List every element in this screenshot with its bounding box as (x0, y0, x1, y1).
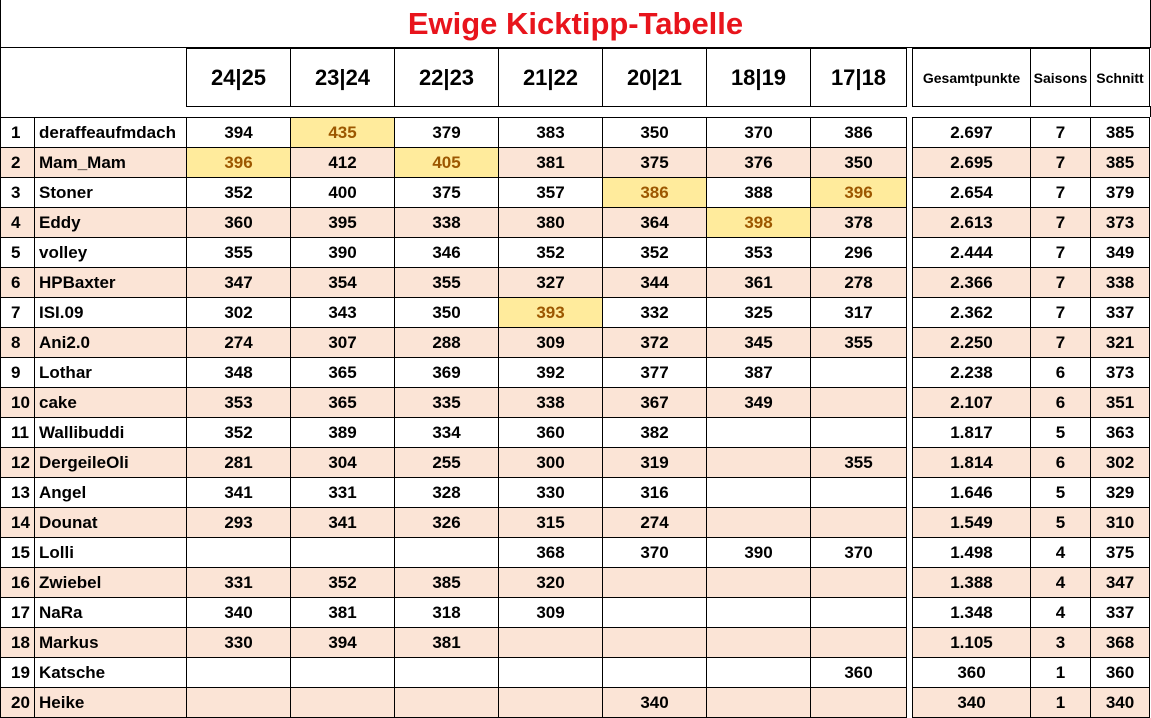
table-row (913, 658, 1150, 688)
total-points-header: Gesamtpunkte (913, 49, 1031, 107)
average-cell[interactable]: 347 (1091, 568, 1150, 598)
total-points-cell[interactable]: 1.498 (913, 538, 1031, 568)
score-cell[interactable]: 327 (499, 268, 603, 298)
score-cell[interactable]: 412 (291, 148, 395, 178)
score-cell[interactable]: 381 (291, 598, 395, 628)
totals-header-table (912, 48, 1150, 107)
seasons-count-cell[interactable]: 1 (1031, 688, 1091, 718)
seasons-count-cell[interactable]: 5 (1031, 508, 1091, 538)
average-cell[interactable]: 351 (1091, 388, 1150, 418)
score-cell[interactable]: 365 (291, 388, 395, 418)
score-cell[interactable]: 395 (291, 208, 395, 238)
table-row (913, 118, 1150, 148)
score-cell[interactable]: 319 (603, 448, 707, 478)
average-cell[interactable]: 379 (1091, 178, 1150, 208)
table-row (913, 298, 1150, 328)
score-cell[interactable]: 338 (395, 208, 499, 238)
table-row (1, 508, 907, 538)
score-cell[interactable] (603, 658, 707, 688)
score-cell[interactable]: 386 (811, 118, 907, 148)
rank-cell[interactable]: 7 (1, 298, 35, 328)
average-cell[interactable]: 302 (1091, 448, 1150, 478)
player-name-cell[interactable]: Lothar (35, 358, 187, 388)
score-cell[interactable]: 304 (291, 448, 395, 478)
table-row (1, 298, 907, 328)
score-cell[interactable]: 387 (707, 358, 811, 388)
total-points-cell[interactable]: 1.549 (913, 508, 1031, 538)
score-cell[interactable]: 338 (499, 388, 603, 418)
rank-cell[interactable]: 4 (1, 208, 35, 238)
score-cell[interactable]: 355 (811, 448, 907, 478)
score-cell[interactable] (187, 658, 291, 688)
totals-table (912, 117, 1150, 718)
average-cell[interactable]: 360 (1091, 658, 1150, 688)
score-cell[interactable]: 353 (707, 238, 811, 268)
rank-cell[interactable]: 5 (1, 238, 35, 268)
score-cell[interactable] (707, 568, 811, 598)
score-cell[interactable]: 309 (499, 328, 603, 358)
seasons-count-cell[interactable]: 6 (1031, 448, 1091, 478)
score-cell[interactable]: 315 (499, 508, 603, 538)
table-title: Ewige Kicktipp-Tabelle (0, 0, 1151, 48)
average-header: Schnitt (1091, 49, 1150, 107)
season-header: 22|23 (395, 49, 499, 107)
rank-cell[interactable]: 17 (1, 598, 35, 628)
score-cell[interactable]: 328 (395, 478, 499, 508)
table-row (913, 148, 1150, 178)
seasons-count-cell[interactable]: 7 (1031, 178, 1091, 208)
total-points-cell[interactable]: 1.388 (913, 568, 1031, 598)
season-header: 17|18 (811, 49, 907, 107)
rank-cell[interactable]: 13 (1, 478, 35, 508)
seasons-count-cell[interactable]: 6 (1031, 388, 1091, 418)
score-cell[interactable] (499, 658, 603, 688)
total-points-cell[interactable]: 360 (913, 658, 1031, 688)
score-cell[interactable]: 394 (187, 118, 291, 148)
score-cell[interactable] (811, 688, 907, 718)
season-header: 18|19 (707, 49, 811, 107)
score-cell[interactable]: 386 (603, 178, 707, 208)
table-row (913, 268, 1150, 298)
score-cell[interactable] (707, 628, 811, 658)
table-row (1, 478, 907, 508)
player-name-cell[interactable]: HPBaxter (35, 268, 187, 298)
average-cell[interactable]: 329 (1091, 478, 1150, 508)
table-row (1, 418, 907, 448)
score-cell[interactable]: 288 (395, 328, 499, 358)
score-cell[interactable]: 388 (707, 178, 811, 208)
score-cell[interactable] (291, 538, 395, 568)
score-cell[interactable]: 348 (187, 358, 291, 388)
score-cell[interactable] (603, 628, 707, 658)
score-cell[interactable]: 365 (291, 358, 395, 388)
player-name-cell[interactable]: Eddy (35, 208, 187, 238)
seasons-count-cell[interactable]: 7 (1031, 328, 1091, 358)
table-row (913, 538, 1150, 568)
score-cell[interactable]: 352 (499, 238, 603, 268)
score-cell[interactable] (395, 658, 499, 688)
score-cell[interactable] (291, 658, 395, 688)
score-cell[interactable]: 355 (395, 268, 499, 298)
table-row (913, 418, 1150, 448)
score-cell[interactable] (395, 538, 499, 568)
total-points-cell[interactable]: 1.348 (913, 598, 1031, 628)
total-points-cell[interactable]: 2.613 (913, 208, 1031, 238)
rank-cell[interactable]: 11 (1, 418, 35, 448)
table-row (1, 178, 907, 208)
score-cell[interactable] (811, 418, 907, 448)
score-cell[interactable]: 307 (291, 328, 395, 358)
score-cell[interactable]: 370 (603, 538, 707, 568)
score-cell[interactable]: 343 (291, 298, 395, 328)
score-cell[interactable]: 400 (291, 178, 395, 208)
score-cell[interactable]: 347 (187, 268, 291, 298)
score-cell[interactable]: 340 (187, 598, 291, 628)
ranking-table (0, 117, 907, 718)
score-cell[interactable]: 355 (811, 328, 907, 358)
score-cell[interactable]: 381 (499, 148, 603, 178)
score-cell[interactable] (811, 478, 907, 508)
player-name-cell[interactable]: volley (35, 238, 187, 268)
score-cell[interactable] (187, 688, 291, 718)
score-cell[interactable]: 392 (499, 358, 603, 388)
score-cell[interactable]: 345 (707, 328, 811, 358)
score-cell[interactable]: 350 (603, 118, 707, 148)
total-points-cell[interactable]: 2.366 (913, 268, 1031, 298)
rank-cell[interactable]: 15 (1, 538, 35, 568)
player-name-cell[interactable]: deraffeaufmdach (35, 118, 187, 148)
total-points-cell[interactable]: 2.107 (913, 388, 1031, 418)
score-cell[interactable] (707, 478, 811, 508)
score-cell[interactable]: 361 (707, 268, 811, 298)
average-cell[interactable]: 337 (1091, 598, 1150, 628)
score-cell[interactable]: 320 (499, 568, 603, 598)
rank-cell[interactable]: 6 (1, 268, 35, 298)
average-cell[interactable]: 340 (1091, 688, 1150, 718)
player-name-cell[interactable]: ISI.09 (35, 298, 187, 328)
score-cell[interactable] (707, 508, 811, 538)
score-cell[interactable] (707, 598, 811, 628)
table-row (913, 508, 1150, 538)
score-cell[interactable]: 378 (811, 208, 907, 238)
seasons-count-cell[interactable]: 6 (1031, 358, 1091, 388)
player-name-cell[interactable]: Lolli (35, 538, 187, 568)
score-cell[interactable]: 379 (395, 118, 499, 148)
player-name-cell[interactable]: DergeileOli (35, 448, 187, 478)
player-name-cell[interactable]: Katsche (35, 658, 187, 688)
seasons-count-cell[interactable]: 4 (1031, 568, 1091, 598)
score-cell[interactable]: 255 (395, 448, 499, 478)
score-cell[interactable]: 405 (395, 148, 499, 178)
score-cell[interactable]: 372 (603, 328, 707, 358)
player-name-cell[interactable]: cake (35, 388, 187, 418)
score-cell[interactable]: 331 (187, 568, 291, 598)
score-cell[interactable]: 393 (499, 298, 603, 328)
table-row (913, 358, 1150, 388)
season-header-table (186, 48, 907, 107)
score-cell[interactable]: 435 (291, 118, 395, 148)
seasons-count-cell[interactable]: 4 (1031, 598, 1091, 628)
average-cell[interactable]: 373 (1091, 208, 1150, 238)
score-cell[interactable]: 396 (187, 148, 291, 178)
average-cell[interactable]: 375 (1091, 538, 1150, 568)
score-cell[interactable]: 353 (187, 388, 291, 418)
score-cell[interactable] (707, 658, 811, 688)
total-points-cell[interactable]: 1.105 (913, 628, 1031, 658)
average-cell[interactable]: 337 (1091, 298, 1150, 328)
score-cell[interactable]: 352 (187, 178, 291, 208)
score-cell[interactable] (187, 538, 291, 568)
score-cell[interactable]: 352 (603, 238, 707, 268)
score-cell[interactable]: 357 (499, 178, 603, 208)
table-row (1, 208, 907, 238)
score-cell[interactable]: 341 (187, 478, 291, 508)
seasons-count-header: Saisons (1031, 49, 1091, 107)
average-cell[interactable]: 385 (1091, 118, 1150, 148)
table-row (1, 568, 907, 598)
table-row (1, 118, 907, 148)
player-name-cell[interactable]: Mam_Mam (35, 148, 187, 178)
seasons-count-cell[interactable]: 3 (1031, 628, 1091, 658)
rank-cell[interactable]: 18 (1, 628, 35, 658)
score-cell[interactable]: 381 (395, 628, 499, 658)
score-cell[interactable]: 390 (291, 238, 395, 268)
score-cell[interactable]: 390 (707, 538, 811, 568)
score-cell[interactable]: 370 (811, 538, 907, 568)
seasons-count-cell[interactable]: 4 (1031, 538, 1091, 568)
table-row (913, 598, 1150, 628)
score-cell[interactable]: 364 (603, 208, 707, 238)
score-cell[interactable]: 368 (499, 538, 603, 568)
total-points-cell[interactable]: 1.646 (913, 478, 1031, 508)
score-cell[interactable] (603, 598, 707, 628)
player-name-cell[interactable]: Stoner (35, 178, 187, 208)
score-cell[interactable]: 383 (499, 118, 603, 148)
divider (0, 106, 1, 117)
score-cell[interactable]: 376 (707, 148, 811, 178)
score-cell[interactable]: 369 (395, 358, 499, 388)
rank-cell[interactable]: 9 (1, 358, 35, 388)
score-cell[interactable]: 375 (603, 148, 707, 178)
score-cell[interactable] (395, 688, 499, 718)
table-row (913, 328, 1150, 358)
score-cell[interactable]: 389 (291, 418, 395, 448)
score-cell[interactable]: 354 (291, 268, 395, 298)
player-name-cell[interactable]: Angel (35, 478, 187, 508)
seasons-count-cell[interactable]: 7 (1031, 208, 1091, 238)
score-cell[interactable]: 330 (499, 478, 603, 508)
score-cell[interactable]: 380 (499, 208, 603, 238)
score-cell[interactable]: 335 (395, 388, 499, 418)
score-cell[interactable]: 302 (187, 298, 291, 328)
score-cell[interactable]: 360 (499, 418, 603, 448)
score-cell[interactable] (707, 418, 811, 448)
player-name-cell[interactable]: Dounat (35, 508, 187, 538)
score-cell[interactable]: 396 (811, 178, 907, 208)
score-cell[interactable]: 332 (603, 298, 707, 328)
score-cell[interactable]: 316 (603, 478, 707, 508)
score-cell[interactable] (811, 598, 907, 628)
table-row (913, 568, 1150, 598)
score-cell[interactable]: 274 (603, 508, 707, 538)
score-cell[interactable] (499, 688, 603, 718)
table-row (1, 328, 907, 358)
score-cell[interactable]: 346 (395, 238, 499, 268)
season-header: 24|25 (187, 49, 291, 107)
total-points-cell[interactable]: 2.654 (913, 178, 1031, 208)
score-cell[interactable]: 352 (291, 568, 395, 598)
total-points-cell[interactable]: 2.697 (913, 118, 1031, 148)
score-cell[interactable] (811, 388, 907, 418)
player-name-cell[interactable]: NaRa (35, 598, 187, 628)
score-cell[interactable]: 281 (187, 448, 291, 478)
rank-cell[interactable]: 2 (1, 148, 35, 178)
seasons-count-cell[interactable]: 7 (1031, 148, 1091, 178)
average-cell[interactable]: 363 (1091, 418, 1150, 448)
rank-cell[interactable]: 12 (1, 448, 35, 478)
score-cell[interactable]: 278 (811, 268, 907, 298)
season-header: 20|21 (603, 49, 707, 107)
average-cell[interactable]: 373 (1091, 358, 1150, 388)
score-cell[interactable]: 331 (291, 478, 395, 508)
total-points-cell[interactable]: 1.817 (913, 418, 1031, 448)
average-cell[interactable]: 338 (1091, 268, 1150, 298)
table-row (1, 358, 907, 388)
score-cell[interactable] (603, 568, 707, 598)
score-cell[interactable]: 341 (291, 508, 395, 538)
score-cell[interactable]: 274 (187, 328, 291, 358)
seasons-count-cell[interactable]: 5 (1031, 478, 1091, 508)
score-cell[interactable]: 360 (811, 658, 907, 688)
score-cell[interactable]: 344 (603, 268, 707, 298)
rank-cell[interactable]: 14 (1, 508, 35, 538)
score-cell[interactable]: 360 (187, 208, 291, 238)
player-name-cell[interactable]: Zwiebel (35, 568, 187, 598)
total-points-cell[interactable]: 2.250 (913, 328, 1031, 358)
score-cell[interactable]: 296 (811, 238, 907, 268)
score-cell[interactable]: 370 (707, 118, 811, 148)
table-row (913, 448, 1150, 478)
score-cell[interactable]: 300 (499, 448, 603, 478)
score-cell[interactable] (811, 358, 907, 388)
score-cell[interactable]: 325 (707, 298, 811, 328)
table-row (913, 178, 1150, 208)
score-cell[interactable]: 367 (603, 388, 707, 418)
average-cell[interactable]: 349 (1091, 238, 1150, 268)
table-row (1, 448, 907, 478)
score-cell[interactable]: 355 (187, 238, 291, 268)
seasons-count-cell[interactable]: 5 (1031, 418, 1091, 448)
header-blank-cell (0, 48, 186, 106)
score-cell[interactable] (811, 568, 907, 598)
score-cell[interactable]: 382 (603, 418, 707, 448)
season-header: 21|22 (499, 49, 603, 107)
total-points-cell[interactable]: 2.238 (913, 358, 1031, 388)
player-name-cell[interactable]: Heike (35, 688, 187, 718)
table-row (913, 688, 1150, 718)
score-cell[interactable]: 334 (395, 418, 499, 448)
rank-cell[interactable]: 16 (1, 568, 35, 598)
score-cell[interactable]: 377 (603, 358, 707, 388)
rank-cell[interactable]: 19 (1, 658, 35, 688)
average-cell[interactable]: 385 (1091, 148, 1150, 178)
score-cell[interactable] (707, 688, 811, 718)
score-cell[interactable]: 349 (707, 388, 811, 418)
table-row (1, 238, 907, 268)
table-row (1, 628, 907, 658)
table-row (1, 148, 907, 178)
total-points-cell[interactable]: 2.695 (913, 148, 1031, 178)
score-cell[interactable]: 350 (395, 298, 499, 328)
score-cell[interactable]: 309 (499, 598, 603, 628)
rank-cell[interactable]: 20 (1, 688, 35, 718)
seasons-count-cell[interactable]: 7 (1031, 298, 1091, 328)
table-row (1, 268, 907, 298)
table-row (1, 598, 907, 628)
score-cell[interactable]: 398 (707, 208, 811, 238)
score-cell[interactable] (499, 628, 603, 658)
table-row (913, 388, 1150, 418)
rank-cell[interactable]: 8 (1, 328, 35, 358)
score-cell[interactable]: 340 (603, 688, 707, 718)
season-header: 23|24 (291, 49, 395, 107)
table-row (913, 628, 1150, 658)
total-points-cell[interactable]: 2.362 (913, 298, 1031, 328)
total-points-cell[interactable]: 340 (913, 688, 1031, 718)
rank-cell[interactable]: 10 (1, 388, 35, 418)
table-row (1, 538, 907, 568)
score-cell[interactable] (811, 508, 907, 538)
total-points-cell[interactable]: 2.444 (913, 238, 1031, 268)
average-cell[interactable]: 368 (1091, 628, 1150, 658)
player-name-cell[interactable]: Markus (35, 628, 187, 658)
score-cell[interactable]: 385 (395, 568, 499, 598)
score-cell[interactable] (291, 688, 395, 718)
score-cell[interactable]: 350 (811, 148, 907, 178)
score-cell[interactable]: 318 (395, 598, 499, 628)
player-name-cell[interactable]: Wallibuddi (35, 418, 187, 448)
score-cell[interactable] (707, 448, 811, 478)
score-cell[interactable] (811, 628, 907, 658)
score-cell[interactable]: 326 (395, 508, 499, 538)
average-cell[interactable]: 310 (1091, 508, 1150, 538)
table-row (1, 388, 907, 418)
table-row (1, 658, 907, 688)
table-row (913, 208, 1150, 238)
seasons-count-cell[interactable]: 1 (1031, 658, 1091, 688)
player-name-cell[interactable]: Ani2.0 (35, 328, 187, 358)
score-cell[interactable]: 375 (395, 178, 499, 208)
seasons-count-cell[interactable]: 7 (1031, 238, 1091, 268)
rank-cell[interactable]: 1 (1, 118, 35, 148)
score-cell[interactable]: 330 (187, 628, 291, 658)
seasons-count-cell[interactable]: 7 (1031, 268, 1091, 298)
score-cell[interactable]: 293 (187, 508, 291, 538)
score-cell[interactable]: 352 (187, 418, 291, 448)
table-row (913, 478, 1150, 508)
score-cell[interactable]: 317 (811, 298, 907, 328)
average-cell[interactable]: 321 (1091, 328, 1150, 358)
table-row (1, 688, 907, 718)
score-cell[interactable]: 394 (291, 628, 395, 658)
seasons-count-cell[interactable]: 7 (1031, 118, 1091, 148)
rank-cell[interactable]: 3 (1, 178, 35, 208)
table-row (913, 238, 1150, 268)
total-points-cell[interactable]: 1.814 (913, 448, 1031, 478)
